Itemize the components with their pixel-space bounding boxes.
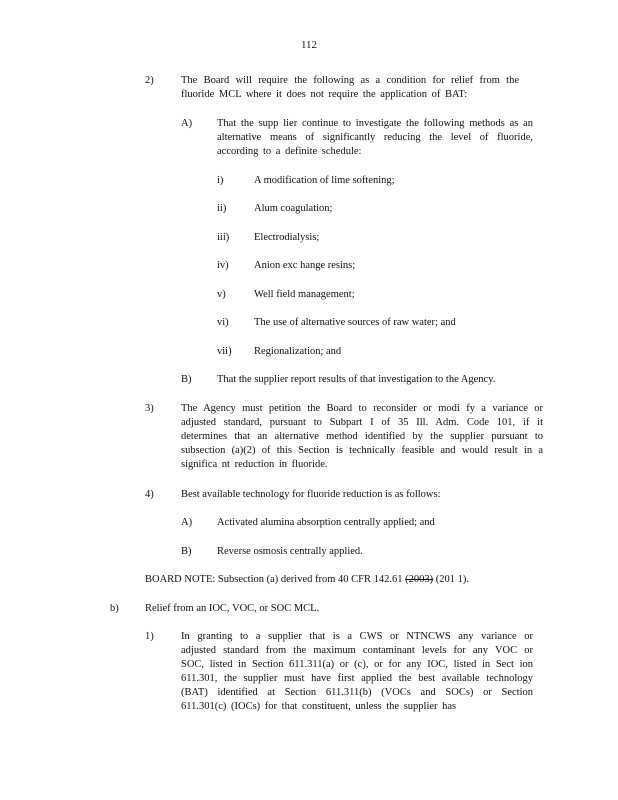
method-label: vi) xyxy=(217,317,229,328)
item-4-label: 4) xyxy=(145,489,154,500)
method-text: Regionalization; and xyxy=(254,346,342,357)
item-2-a-text: That the supp lier continue to investigate the following methods as an alternative means of significantly reducing the level of fluoride, according to a definite schedule: xyxy=(217,118,533,157)
method-text: The use of alternative sources of raw water; and xyxy=(254,317,456,328)
item-2-a-label: A) xyxy=(181,118,193,129)
method-label: vii) xyxy=(217,346,232,357)
item-2-text: The Board will require the following as a condition for relief from the fluoride MCL where it does not require the application of BAT: xyxy=(181,75,519,100)
item-3-label: 3) xyxy=(145,403,154,414)
item-b-1-label: 1) xyxy=(145,631,154,642)
board-note-deleted: (2003) xyxy=(405,574,434,585)
item-2-b-text: That the supplier report results of that investigation to the Agency. xyxy=(217,374,496,385)
method-text: Well field management; xyxy=(254,289,355,300)
item-3-text: The Agency must petition the Board to reconsider or modi fy a variance or adjusted standard, pursuant to Subpart I of 35 Ill. Adm. Code 101, if it determines that an alternative method identified by the supplier pursuant to subsection (a)(2) of this Section is technically feasible and would result in a significa nt reduction in fluoride. xyxy=(181,403,543,470)
section-b-label: b) xyxy=(110,603,119,614)
item-2-label: 2) xyxy=(145,75,154,86)
board-note-text: BOARD NOTE: Subsection (a) derived from 40 CFR 142.61 xyxy=(145,574,403,585)
page-number: 112 xyxy=(300,39,318,51)
board-note-inserted: (201 1). xyxy=(433,574,470,585)
item-4-b-label: B) xyxy=(181,546,192,557)
item-4-a-label: A) xyxy=(181,517,193,528)
item-b-1-text: In granting to a supplier that is a CWS or NTNCWS any variance or adjusted standard from the maximum contaminant levels for any VOC or SOC, listed in Section 611.311(a) or (c), or for any IOC, listed in Sect ion 611.301, the supplier must have first applied the best available technology (BAT) identified at Section 611.311(b) (VOCs and SOCs) or Section 611.301(c) (IOCs) for that constituent, unless the supplier has xyxy=(181,631,533,712)
method-text: Electrodialysis; xyxy=(254,232,320,243)
item-4-b-text: Reverse osmosis centrally applied. xyxy=(217,546,363,557)
method-label: ii) xyxy=(217,203,227,214)
item-2-b-label: B) xyxy=(181,374,192,385)
method-text: Alum coagulation; xyxy=(254,203,333,214)
section-b-heading: Relief from an IOC, VOC, or SOC MCL. xyxy=(145,603,320,614)
method-label: v) xyxy=(217,289,226,300)
method-label: i) xyxy=(217,175,224,186)
item-4-a-text: Activated alumina absorption centrally applied; and xyxy=(217,517,435,528)
method-text: A modification of lime softening; xyxy=(254,175,395,186)
method-text: Anion exc hange resins; xyxy=(254,260,356,271)
method-label: iii) xyxy=(217,232,230,243)
item-4-text: Best available technology for fluoride reduction is as follows: xyxy=(181,489,441,500)
board-note xyxy=(145,573,469,587)
method-label: iv) xyxy=(217,260,229,271)
